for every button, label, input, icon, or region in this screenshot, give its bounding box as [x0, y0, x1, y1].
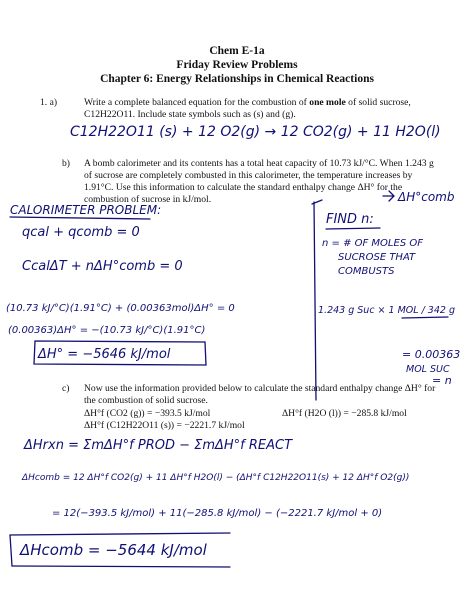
question-1c-line1: Now use the information provided below to calculate the standard enthalpy change ΔH° for	[84, 383, 436, 394]
result-1c: ΔHcomb = −5644 kJ/mol	[20, 541, 207, 559]
question-1c-label: c)	[62, 383, 70, 394]
vertical-divider	[314, 202, 316, 400]
question-1b-line4: combustion of sucrose in kJ/mol.	[84, 194, 212, 205]
chapter-title: Chapter 6: Energy Relationships in Chemical Reactions	[100, 73, 374, 85]
question-1b-line3: 1.91°C. Use this information to calculate the standard enthalpy change ΔH° for the	[84, 182, 403, 193]
find-n-def-3: COMBUSTS	[338, 266, 395, 277]
final-box-top	[10, 533, 230, 535]
question-1b-line1: A bomb calorimeter and its contents has a total heat capacity of 10.73 kJ/°C. When 1.243 g	[84, 158, 434, 169]
answer-1a-equation: C12H22O11 (s) + 12 O2(g) → 12 CO2(g) + 11 H2O(l)	[70, 124, 441, 140]
final-bracket-left	[10, 535, 12, 566]
question-1a-text: Write a complete balanced equation for the combustion of one mole of solid sucrose,	[84, 97, 411, 108]
find-n-def-2: SUCROSE THAT	[338, 252, 416, 263]
question-1b-line2: of sucrose are completely combusted in this calorimeter, the temperature increases by	[84, 170, 413, 181]
enthalpy-h2o: ΔH°f (H2O (l)) = −285.8 kJ/mol	[282, 408, 407, 419]
final-box-bottom	[12, 566, 230, 567]
title-underline	[10, 217, 150, 219]
find-n-underline	[326, 228, 380, 229]
find-n-title: FIND n:	[326, 212, 374, 227]
hess-law-general: ΔHrxn = ΣmΔH°f PROD − ΣmΔH°f REACT	[24, 438, 293, 453]
question-number: 1. a)	[40, 97, 58, 108]
worksheet-subtitle: Friday Review Problems	[176, 59, 298, 71]
calorimeter-equation: CcalΔT + nΔH°comb = 0	[22, 259, 183, 274]
enthalpy-co2: ΔH°f (CO2 (g)) = −393.5 kJ/mol	[84, 408, 211, 419]
fraction-bar	[402, 317, 448, 318]
result-1b-box	[34, 341, 206, 365]
margin-arrow-icon	[383, 191, 394, 201]
find-n-unit: MOL SUC	[406, 364, 450, 375]
find-n-equals: = n	[432, 374, 452, 387]
heat-balance: qcal + qcomb = 0	[22, 225, 140, 240]
calorimeter-title: CALORIMETER PROBLEM:	[10, 203, 162, 217]
find-n-conversion: 1.243 g Suc × 1 MOL / 342 g	[318, 305, 455, 316]
find-n-value: = 0.00363	[402, 348, 461, 361]
question-1b-label: b)	[62, 158, 70, 169]
solve-line: (0.00363)ΔH° = −(10.73 kJ/°C)(1.91°C)	[8, 325, 206, 336]
find-n-def-1: n = # OF MOLES OF	[322, 238, 423, 249]
hess-law-numbers: = 12(−393.5 kJ/mol) + 11(−285.8 kJ/mol) − (−2221.7 kJ/mol + 0)	[52, 508, 383, 519]
substitution-line: (10.73 kJ/°C)(1.91°C) + (0.00363mol)ΔH° = 0	[6, 303, 235, 314]
question-1a-line2: C12H22O11. Include state symbols such as (s) and (g).	[84, 109, 296, 120]
enthalpy-sucrose: ΔH°f (C12H22O11 (s)) = −2221.7 kJ/mol	[84, 420, 245, 431]
question-1c-line2: the combustion of solid sucrose.	[84, 395, 208, 406]
result-1b: ΔH° = −5646 kJ/mol	[38, 347, 171, 362]
margin-note: ΔH°comb	[398, 190, 455, 204]
hess-law-specific: ΔHcomb = 12 ΔH°f CO2(g) + 11 ΔH°f H2O(l) − (ΔH°f C12H22O11(s) + 12 ΔH°f O2(g))	[22, 473, 410, 483]
course-title: Chem E-1a	[209, 45, 265, 57]
